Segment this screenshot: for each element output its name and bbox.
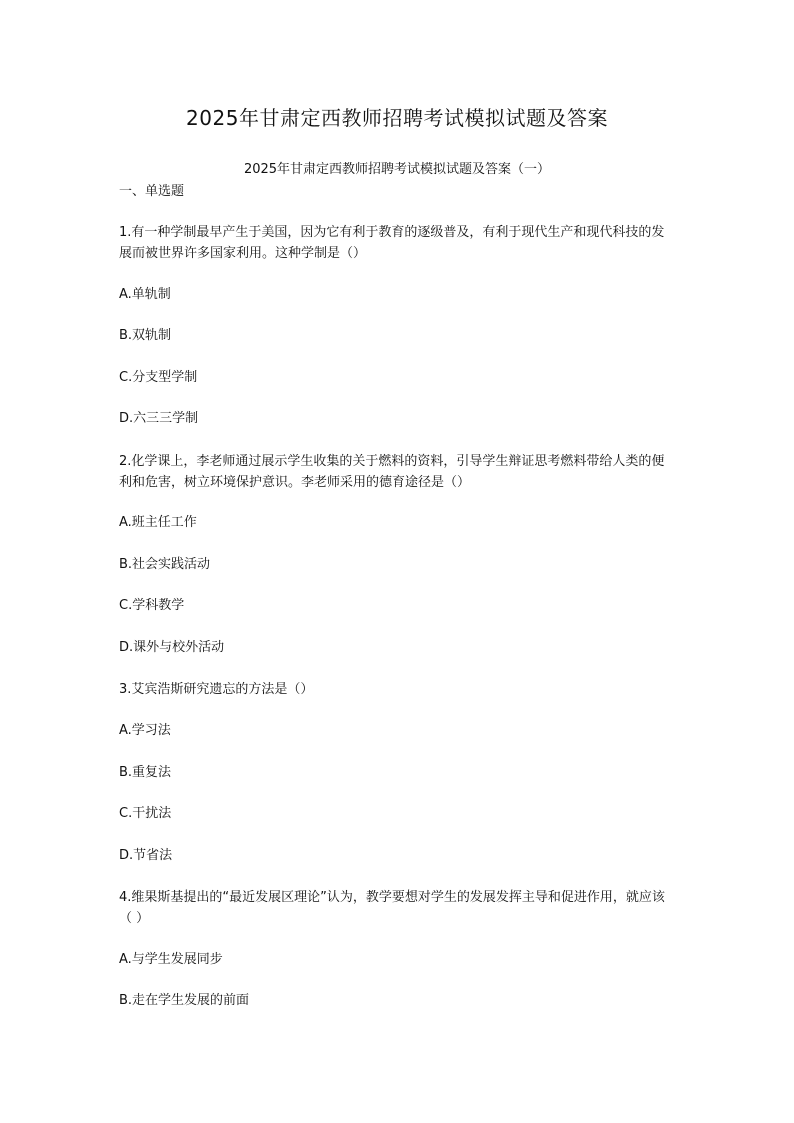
question-1-option-b: B.双轨制	[119, 328, 172, 343]
question-2-stem: 2.化学课上，李老师通过展示学生收集的关于燃料的资料，引导学生辩证思考燃料带给人类的便利和危害，树立环境保护意识。李老师采用的德育途径是（）	[119, 454, 665, 490]
question-4-stem: 4.维果斯基提出的“最近发展区理论”认为，教学要想对学生的发展发挥主导和促进作用，就应该（ ）	[119, 890, 665, 926]
question-2-option-d: D.课外与校外活动	[119, 640, 225, 655]
question-2-option-a: A.班主任工作	[119, 515, 197, 530]
question-3-option-a: A.学习法	[119, 723, 171, 738]
question-1-stem: 1.有一种学制最早产生于美国，因为它有利于教育的逐级普及，有利于现代生产和现代科技的发展而被世界许多国家利用。这种学制是（）	[119, 225, 665, 261]
question-1-option-d: D.六三三学制	[119, 411, 199, 426]
question-2-option-c: C.学科教学	[119, 598, 185, 613]
document-title: 2025年甘肃定西教师招聘考试模拟试题及答案	[186, 106, 608, 130]
question-3-stem: 3.艾宾浩斯研究遗忘的方法是（）	[119, 682, 314, 697]
document-subtitle: 2025年甘肃定西教师招聘考试模拟试题及答案（一）	[243, 162, 551, 177]
section-heading: 一、单选题	[119, 184, 185, 199]
question-1-option-a: A.单轨制	[119, 287, 171, 302]
question-2-option-b: B.社会实践活动	[119, 557, 211, 572]
question-1-option-c: C.分支型学制	[119, 370, 198, 385]
question-4-option-a: A.与学生发展同步	[119, 952, 223, 967]
question-3-option-b: B.重复法	[119, 765, 172, 780]
question-3-option-c: C.干扰法	[119, 806, 172, 821]
question-4-option-b: B.走在学生发展的前面	[119, 993, 250, 1008]
question-3-option-d: D.节省法	[119, 848, 173, 863]
